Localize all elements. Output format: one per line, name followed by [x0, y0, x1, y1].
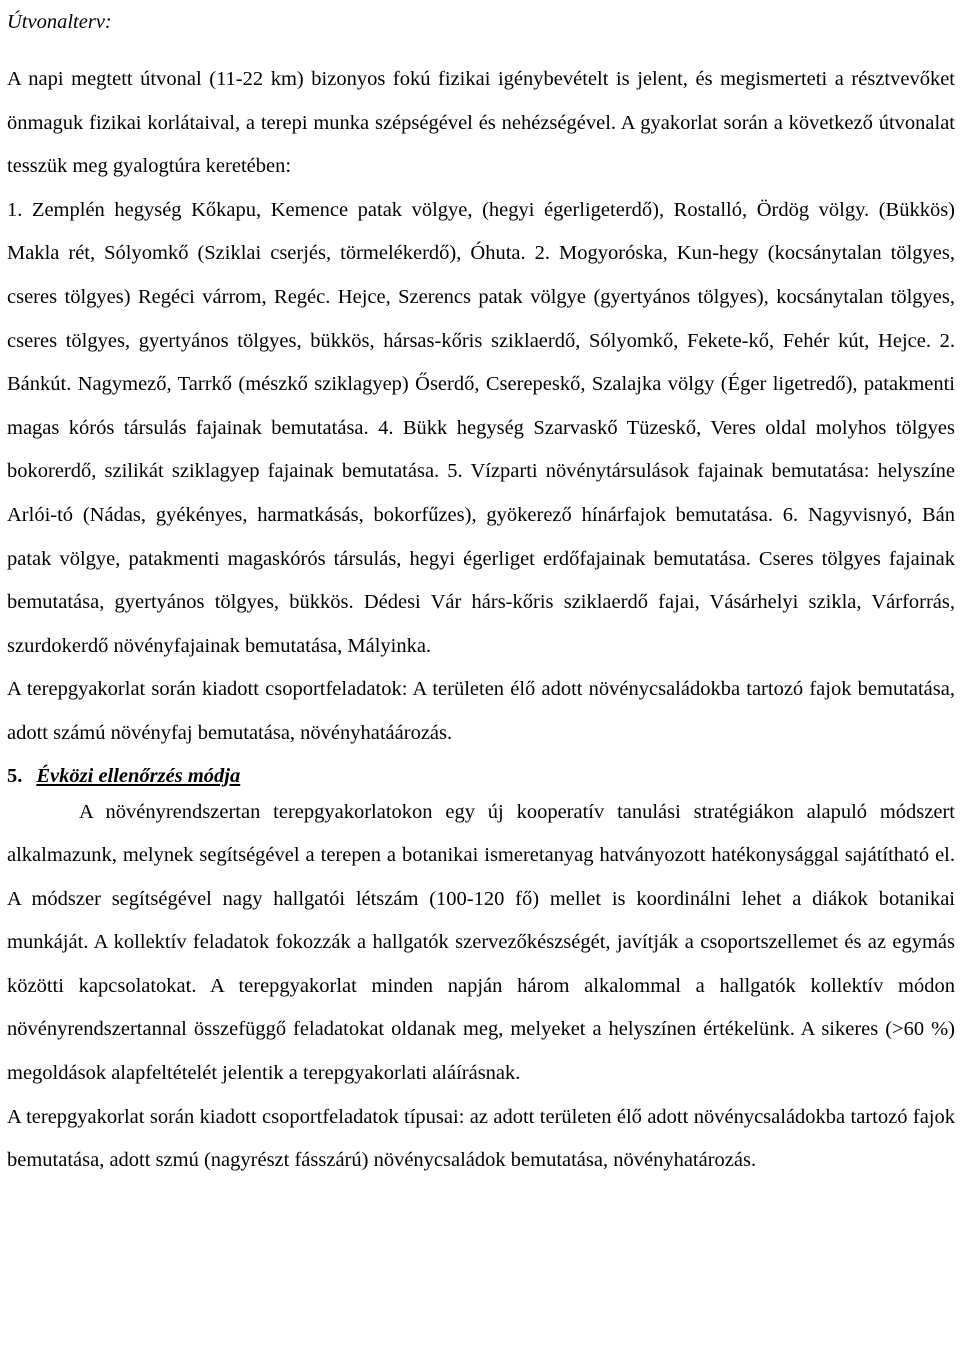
assessment-paragraph: A növényrendszertan terepgyakorlatokon egy új kooperatív tanulási stratégiákon alapuló módszert alkalmazunk, melynek segítségével a terepen a botanikai ismeretanyag hatványozott hatékonysággal sajátítható el. A módszer segítségével nagy hallgatói létszám (100-120 fő) mellet is koordinálni lehet a diákok botanikai munkáját. A kollektív feladatok fokozzák a hallgatók szervezőkészségét, javítják a csoportszellemet és az egymás közötti kapcsolatokat. A terepgyakorlat minden napján három alkalommal a hallgatók kollektív módon növényrendszertannal összefüggő feladatokat oldanak meg, melyeket a helyszínen értékelünk. A sikeres (>60 %) megoldások alapfeltételét jelentik a terepgyakorlati aláírásnak. [7, 800, 955, 1085]
group-tasks-paragraph: A terepgyakorlat során kiadott csoportfeladatok: A területen élő adott növénycsaládokba tartozó fajok bemutatása, adott számú növényfaj bemutatása, növényhatáározás. [7, 678, 955, 744]
section-heading [7, 756, 955, 796]
intro-paragraph: A napi megtett útvonal (11-22 km) bizonyos fokú fizikai igénybevételt is jelent, és megismerteti a résztvevőket önmaguk fizikai korlátaival, a terepi munka szépségével és nehézségével. A gyakorlat során a következő útvonalat tesszük meg gyalogtúra keretében: [7, 68, 955, 178]
document-page [7, 0, 955, 1183]
task-types-paragraph: A terepgyakorlat során kiadott csoportfeladatok típusai: az adott területen élő adott növénycsaládokba tartozó fajok bemutatása, adott szmú (nagyrészt fásszárú) növénycsaládok bemutatása, növényhatározás. [7, 1105, 955, 1172]
section-title: Évközi ellenőrzés módja [36, 764, 241, 787]
route-plan-heading: Útvonalterv: [7, 11, 112, 33]
section-number: 5. [7, 764, 23, 787]
route-list-paragraph: 1. Zemplén hegység Kőkapu, Kemence patak völgye, (hegyi égerligeterdő), Rostalló, Ördög völgy. (Bükkös) Makla rét, Sólyomkő (Sziklai cserjés, törmelékerdő), Óhuta. 2. Mogyoróska, Kun-hegy (kocsánytalan tölgyes, cseres tölgyes) Regéci várrom, Regéc. Hejce, Szerencs patak völgye (gyertyános tölgyes), kocsánytalan tölgyes, cseres tölgyes, gyertyános tölgyes, bükkös, hársas-kőris sziklaerdő, Sólyomkő, Fekete-kő, Fehér kút, Hejce. 2. Bánkút. Nagymező, Tarrkő (mészkő sziklagyep) Őserdő, Cserepeskő, Szalajka völgy (Éger ligetredő), patakmenti magas kórós társulás fajainak bemutatása. 4. Bükk hegység Szarvaskő Tüzeskő, Veres oldal molyhos tölgyes bokorerdő, szilikát sziklagyep fajainak bemutatása. 5. Vízparti növénytársulások fajainak bemutatása: helyszíne Arlói-tó (Nádas, gyékényes, harmatkásás, bokorfűzes), gyökerező hínárfajok bemutatása. 6. Nagyvisnyó, Bán patak völgye, patakmenti magaskórós társulás, hegyi égerliget erdőfajainak bemutatása. Cseres tölgyes fajainak bemutatása, gyertyános tölgyes, bükkös. Dédesi Vár hárs-kőris sziklaerdő fajai, Vásárhelyi szikla, Várforrás, szurdokerdő növényfajainak bemutatása, Mályinka. [7, 198, 955, 657]
